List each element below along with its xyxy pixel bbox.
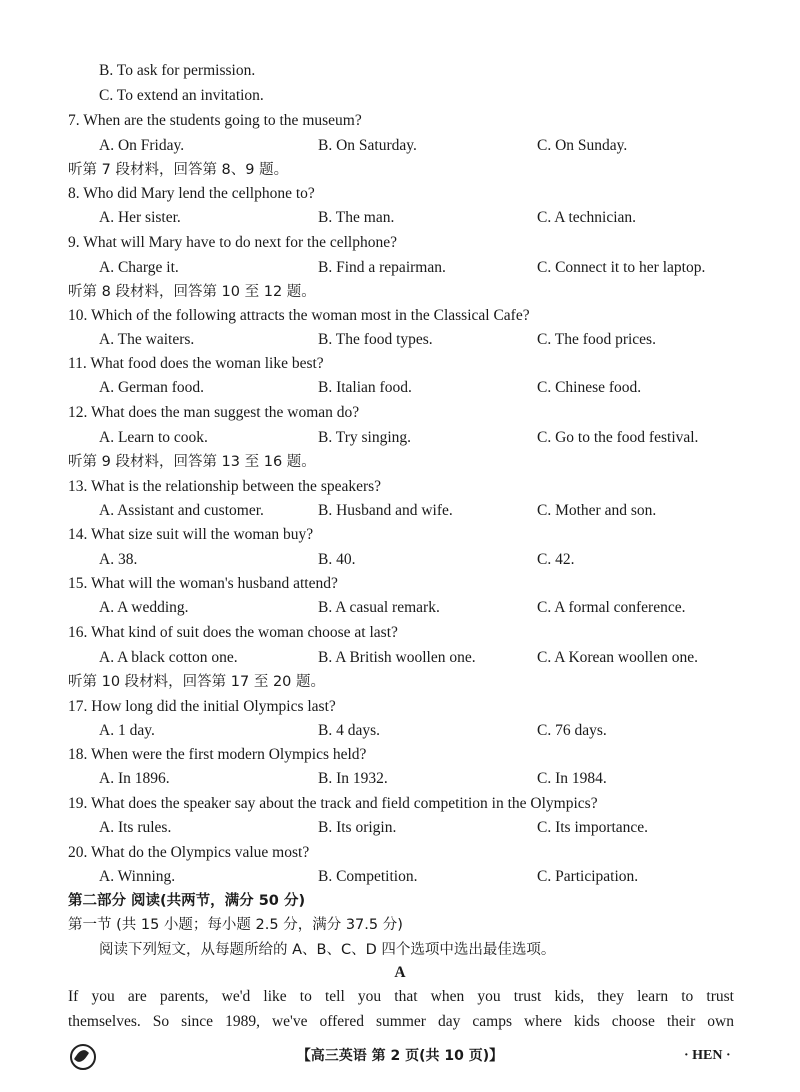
option-a: A. A black cotton one.: [99, 649, 238, 666]
option-b: B. Competition.: [318, 868, 418, 885]
passage-label: A: [394, 964, 406, 981]
section-instruction: 听第 8 段材料，回答第 10 至 12 题。: [68, 284, 316, 300]
option-c: C. To extend an invitation.: [99, 87, 264, 104]
footer-page-info: 【高三英语 第 2 页(共 10 页)】: [296, 1048, 504, 1064]
question-13: 13. What is the relationship between the speakers?: [68, 478, 382, 495]
option-a: A. Learn to cook.: [99, 429, 208, 446]
option-c: C. 42.: [537, 551, 575, 568]
option-a: A. 1 day.: [99, 722, 155, 739]
option-b: B. On Saturday.: [318, 137, 417, 154]
option-b: B. The man.: [318, 209, 395, 226]
option-c: C. Connect it to her laptop.: [537, 259, 706, 276]
passage-line: themselves. So since 1989, we've offered summer day camps where kids choose their own: [68, 1013, 734, 1030]
section-instruction: 听第 10 段材料，回答第 17 至 20 题。: [68, 674, 326, 690]
option-b: B. Its origin.: [318, 819, 397, 836]
question-7: 7. When are the students going to the museum?: [68, 112, 362, 129]
option-b: B. Try singing.: [318, 429, 412, 446]
option-a: A. Her sister.: [99, 209, 181, 226]
option-b: B. The food types.: [318, 331, 433, 348]
option-b: B. In 1932.: [318, 770, 388, 787]
option-b: B. To ask for permission.: [99, 62, 256, 79]
option-c: C. A Korean woollen one.: [537, 649, 699, 666]
section-heading: 第一节 (共 15 小题；每小题 2.5 分，满分 37.5 分): [68, 917, 403, 933]
option-b: B. 40.: [318, 551, 356, 568]
question-18: 18. When were the first modern Olympics held?: [68, 746, 367, 763]
option-b: B. A British woollen one.: [318, 649, 476, 666]
question-10: 10. Which of the following attracts the woman most in the Classical Cafe?: [68, 307, 530, 324]
option-a: A. Assistant and customer.: [99, 502, 264, 519]
option-c: C. A formal conference.: [537, 599, 686, 616]
option-c: C. Participation.: [537, 868, 639, 885]
option-a: A. The waiters.: [99, 331, 195, 348]
option-c: C. On Sunday.: [537, 137, 628, 154]
option-c: C. The food prices.: [537, 331, 656, 348]
option-c: C. Mother and son.: [537, 502, 657, 519]
option-a: A. 38.: [99, 551, 138, 568]
reading-instruction: 阅读下列短文，从每题所给的 A、B、C、D 四个选项中选出最佳选项。: [99, 942, 556, 958]
option-a: A. A wedding.: [99, 599, 189, 616]
part-heading: 第二部分 阅读(共两节，满分 50 分): [68, 893, 306, 909]
option-a: A. On Friday.: [99, 137, 185, 154]
section-instruction: 听第 9 段材料，回答第 13 至 16 题。: [68, 454, 316, 470]
option-c: C. A technician.: [537, 209, 637, 226]
question-11: 11. What food does the woman like best?: [68, 355, 324, 372]
option-b: B. A casual remark.: [318, 599, 440, 616]
option-c: C. Go to the food festival.: [537, 429, 699, 446]
question-17: 17. How long did the initial Olympics last?: [68, 698, 336, 715]
option-b: B. Italian food.: [318, 379, 412, 396]
option-b: B. 4 days.: [318, 722, 380, 739]
option-b: B. Husband and wife.: [318, 502, 453, 519]
option-b: B. Find a repairman.: [318, 259, 446, 276]
question-14: 14. What size suit will the woman buy?: [68, 526, 314, 543]
footer-code: · HEN ·: [684, 1048, 731, 1063]
question-20: 20. What do the Olympics value most?: [68, 844, 310, 861]
option-c: C. Its importance.: [537, 819, 649, 836]
option-a: A. German food.: [99, 379, 205, 396]
option-a: A. Charge it.: [99, 259, 179, 276]
question-8: 8. Who did Mary lend the cellphone to?: [68, 185, 315, 202]
question-19: 19. What does the speaker say about the track and field competition in the Olympics?: [68, 795, 598, 812]
question-16: 16. What kind of suit does the woman choose at last?: [68, 624, 398, 641]
option-c: C. In 1984.: [537, 770, 607, 787]
option-a: A. Its rules.: [99, 819, 172, 836]
question-12: 12. What does the man suggest the woman do?: [68, 404, 360, 421]
option-c: C. Chinese food.: [537, 379, 642, 396]
question-15: 15. What will the woman's husband attend?: [68, 575, 338, 592]
section-instruction: 听第 7 段材料，回答第 8、9 题。: [68, 162, 289, 178]
passage-line: If you are parents, we'd like to tell you that when you trust kids, they learn to trust: [68, 988, 734, 1005]
option-a: A. In 1896.: [99, 770, 170, 787]
option-c: C. 76 days.: [537, 722, 607, 739]
question-9: 9. What will Mary have to do next for the cellphone?: [68, 234, 397, 251]
option-a: A. Winning.: [99, 868, 176, 885]
